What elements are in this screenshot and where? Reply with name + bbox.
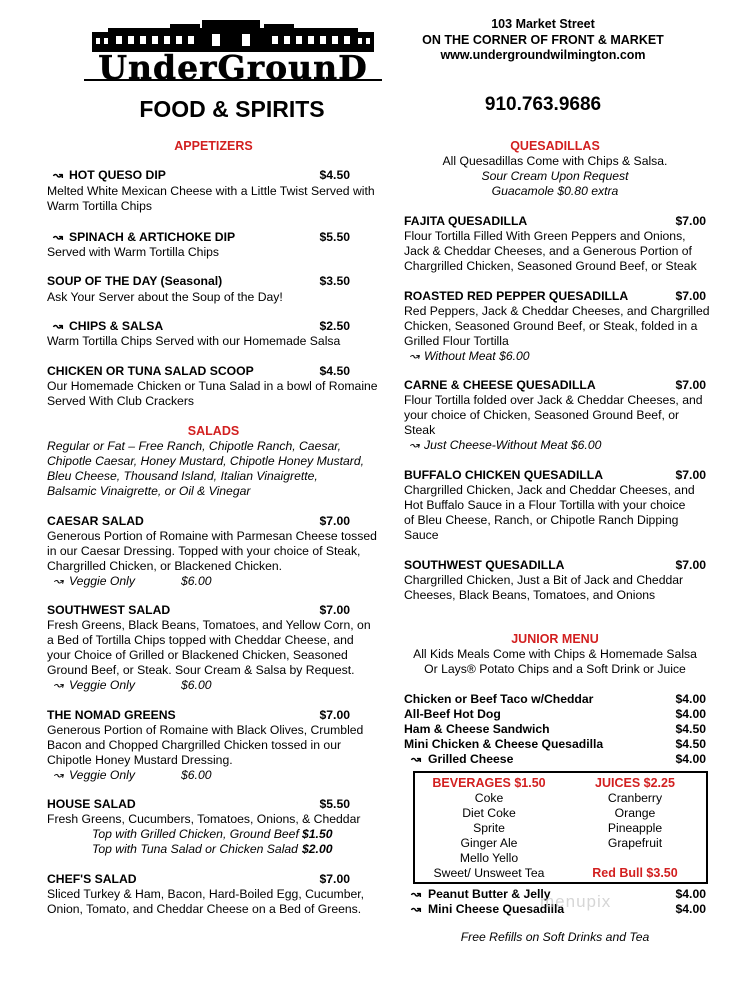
menu-item-desc: Warm Tortilla Chips — [47, 199, 152, 213]
dressing-line: Chipotle Caesar, Honey Mustard, Chipotle Honey Mustard, — [47, 454, 365, 468]
restaurant-logo — [82, 18, 384, 82]
menu-item-price: $7.00 — [319, 603, 350, 617]
menu-item-desc: Ground Beef, or Steak. Sour Cream & Salsa by Request. — [47, 663, 355, 677]
menu-item-desc: Onion, Tomato, and Cheddar Cheese on a Bed of Greens. — [47, 902, 362, 916]
menu-item-desc: Served With Club Crackers — [47, 394, 194, 408]
menu-item-desc: Red Peppers, Jack & Cheddar Cheeses, and Chargrilled — [404, 304, 710, 318]
menu-item-price: $7.00 — [319, 514, 350, 528]
menu-item-price: $4.00 — [675, 692, 706, 706]
menu-item-name: SOUTHWEST SALAD — [47, 603, 171, 617]
beverage-item: Sweet/ Unsweet Tea — [433, 866, 545, 880]
menu-item-desc: Ask Your Server about the Soup of the Day! — [47, 290, 283, 304]
appetizers-heading: APPETIZERS — [174, 139, 253, 153]
addon-option: Top with Tuna Salad or Chicken Salad — [92, 842, 298, 856]
bullet-icon: ↝ — [52, 574, 64, 588]
beverage-list — [419, 791, 559, 881]
bullet-icon: ↝ — [410, 752, 422, 766]
menu-item-desc: Jack & Cheddar Cheeses, and a Generous Portion of — [404, 244, 692, 258]
menu-item-name: CHICKEN OR TUNA SALAD SCOOP — [47, 364, 254, 378]
beverage-item: Ginger Ale — [460, 836, 518, 850]
red-bull-price: Red Bull $3.50 — [592, 866, 678, 880]
quesadillas-intro: All Quesadillas Come with Chips & Salsa. — [442, 154, 668, 168]
menu-item-price: $4.50 — [319, 168, 350, 182]
menu-item-desc: Steak — [404, 423, 436, 437]
menu-item-desc: Flour Tortilla folded over Jack & Cheddar Cheeses, and — [404, 393, 703, 407]
quesadillas-intro: Sour Cream Upon Request — [481, 169, 629, 183]
menu-item-name: ↝ HOT QUESO DIP — [47, 168, 166, 183]
menu-item-price: $7.00 — [675, 214, 706, 228]
bullet-icon: ↝ — [408, 349, 420, 363]
menu-item-desc: Bacon and Chopped Chargrilled Chicken tossed in our — [47, 738, 342, 752]
veggie-price: $6.00 — [181, 574, 212, 588]
veggie-option: ↝ Veggie Only — [47, 678, 135, 693]
juice-item: Pineapple — [607, 821, 663, 835]
veggie-price: $6.00 — [181, 678, 212, 692]
free-refills-note: Free Refills on Soft Drinks and Tea — [460, 930, 650, 944]
menu-item-desc: Generous Portion of Romaine with Black Olives, Crumbled — [47, 723, 364, 737]
building-skyline-icon — [82, 18, 384, 82]
drinks-box — [413, 771, 708, 884]
veggie-price: $6.00 — [181, 768, 212, 782]
juice-list — [565, 791, 705, 851]
food-spirits-subtitle: FOOD & SPIRITS — [139, 96, 325, 122]
menu-item-price: $5.50 — [319, 797, 350, 811]
junior-menu-heading: JUNIOR MENU — [511, 632, 599, 646]
address-block — [393, 17, 693, 64]
menu-item-name: THE NOMAD GREENS — [47, 708, 176, 722]
beverage-item: Diet Coke — [462, 806, 516, 820]
menu-item-price: $4.50 — [675, 722, 706, 736]
menu-item-name: Chicken or Beef Taco w/Cheddar — [404, 692, 594, 706]
menu-item-desc: a Bed of Tortilla Chips topped with Cheddar Cheese, and — [47, 633, 354, 647]
addon-price: $1.50 — [302, 827, 333, 841]
veggie-option: ↝ Veggie Only — [47, 574, 135, 589]
menu-item-name: SOUP OF THE DAY (Seasonal) — [47, 274, 223, 288]
beverage-item: Coke — [474, 791, 504, 805]
menu-item-name: HOUSE SALAD — [47, 797, 136, 811]
menu-item-price: $7.00 — [675, 468, 706, 482]
menu-item-desc: Chargrilled Chicken, or Blackened Chicken. — [47, 559, 283, 573]
menu-item-name: SOUTHWEST QUESADILLA — [404, 558, 565, 572]
bullet-icon: ↝ — [52, 319, 64, 333]
menu-item-price: $7.00 — [319, 708, 350, 722]
juices-heading: JUICES $2.25 — [595, 776, 675, 790]
menu-item-price: $7.00 — [675, 378, 706, 392]
menu-item-name: BUFFALO CHICKEN QUESADILLA — [404, 468, 604, 482]
menu-item-desc: Chargrilled Chicken, Jack and Cheddar Cheeses, and — [404, 483, 695, 497]
menu-item-desc: Cheeses, Black Beans, Tomatoes, and Onions — [404, 588, 656, 602]
menu-item-price: $4.50 — [675, 737, 706, 751]
bullet-icon: ↝ — [52, 168, 64, 182]
veggie-option: ↝ Veggie Only — [47, 768, 135, 783]
menu-item-name: ↝ Grilled Cheese — [404, 752, 513, 767]
bullet-icon: ↝ — [410, 887, 422, 901]
menu-item-name: ↝ Mini Cheese Quesadilla — [404, 902, 564, 917]
menu-item-desc: Flour Tortilla Filled With Green Peppers and Onions, — [404, 229, 686, 243]
menu-item-desc: Generous Portion of Romaine with Parmesan Cheese tossed — [47, 529, 377, 543]
menu-item-name: ↝ SPINACH & ARTICHOKE DIP — [47, 230, 235, 245]
menu-item-price: $4.00 — [675, 707, 706, 721]
menu-item-desc: Fresh Greens, Cucumbers, Tomatoes, Onions, & Cheddar — [47, 812, 361, 826]
menu-item-name: ↝ CHIPS & SALSA — [47, 319, 163, 334]
menu-item-name: FAJITA QUESADILLA — [404, 214, 528, 228]
menu-item-name: All-Beef Hot Dog — [404, 707, 501, 721]
menu-item-desc: Fresh Greens, Black Beans, Tomatoes, and Yellow Corn, on — [47, 618, 371, 632]
menu-item-desc: Chipotle Honey Mustard Dressing. — [47, 753, 233, 767]
menu-item-price: $4.00 — [675, 887, 706, 901]
quesadillas-intro: Guacamole $0.80 extra — [491, 184, 619, 198]
menu-item-desc: Warm Tortilla Chips Served with our Homemade Salsa — [47, 334, 341, 348]
menu-item-desc: Melted White Mexican Cheese with a Little Twist Served with — [47, 184, 375, 198]
menu-item-desc: of Bleu Cheese, Ranch, or Chipotle Ranch Dipping — [404, 513, 679, 527]
menu-item-desc: Grilled Flour Tortilla — [404, 334, 509, 348]
price-note: ↝ Without Meat $6.00 — [404, 349, 530, 364]
menu-item-desc: your Choice of Grilled or Blackened Chicken, Seasoned — [47, 648, 348, 662]
dressing-line: Balsamic Vinaigrette, or Oil & Vinegar — [47, 484, 251, 498]
menu-item-name: CAESAR SALAD — [47, 514, 144, 528]
junior-intro: All Kids Meals Come with Chips & Homemade Salsa — [413, 647, 697, 661]
menu-item-price: $7.00 — [675, 558, 706, 572]
dressing-line: Regular or Fat – Free Ranch, Chipotle Ranch, Caesar, — [47, 439, 341, 453]
addon-price: $2.00 — [302, 842, 333, 856]
menu-item-desc: Served with Warm Tortilla Chips — [47, 245, 220, 259]
juice-item: Orange — [614, 806, 656, 820]
menu-item-name: Mini Chicken & Cheese Quesadilla — [404, 737, 604, 751]
menu-item-price: $2.50 — [319, 319, 350, 333]
price-note: ↝ Just Cheese-Without Meat $6.00 — [404, 438, 601, 453]
bullet-icon: ↝ — [408, 438, 420, 452]
menu-item-price: $4.50 — [319, 364, 350, 378]
menu-item-name: Ham & Cheese Sandwich — [404, 722, 550, 736]
address-line-2: ON THE CORNER OF FRONT & MARKET — [422, 32, 664, 47]
menu-item-price: $4.00 — [675, 902, 706, 916]
menu-item-desc: Sauce — [404, 528, 439, 542]
salads-heading: SALADS — [187, 424, 240, 438]
bullet-icon: ↝ — [410, 902, 422, 916]
bullet-icon: ↝ — [52, 678, 64, 692]
menu-item-price: $3.50 — [319, 274, 350, 288]
beverages-heading: BEVERAGES $1.50 — [432, 776, 546, 790]
menu-item-price: $7.00 — [675, 289, 706, 303]
menu-item-desc: Our Homemade Chicken or Tuna Salad in a bowl of Romaine — [47, 379, 378, 393]
logo-text: UnderGrounD — [98, 48, 368, 82]
menu-item-name: CARNE & CHEESE QUESADILLA — [404, 378, 596, 392]
menu-item-desc: Sliced Turkey & Ham, Bacon, Hard-Boiled Egg, Cucumber, — [47, 887, 365, 901]
menu-item-price: $7.00 — [319, 872, 350, 886]
menu-item-price: $4.00 — [675, 752, 706, 766]
menu-item-desc: Chargrilled Chicken, Seasoned Ground Beef, or Steak — [404, 259, 697, 273]
dressing-line: Bleu Cheese, Thousand Island, Italian Vinaigrette, — [47, 469, 318, 483]
addon-option: Top with Grilled Chicken, Ground Beef — [92, 827, 299, 841]
watermark: menupix — [540, 892, 612, 911]
beverage-item: Mello Yello — [459, 851, 519, 865]
quesadillas-heading: QUESADILLAS — [510, 139, 600, 153]
menu-item-desc: in our Caesar Dressing. Topped with your choice of Steak, — [47, 544, 361, 558]
juice-item: Grapefruit — [607, 836, 663, 850]
menu-item-price: $5.50 — [319, 230, 350, 244]
menu-item-desc: Hot Buffalo Sauce in a Flour Tortilla with your choice — [404, 498, 686, 512]
menu-item-desc: Chicken, Seasoned Ground Beef, or Steak, folded in a — [404, 319, 698, 333]
phone-number: 910.763.9686 — [484, 94, 602, 115]
address-line-1: 103 Market Street — [491, 17, 595, 31]
menu-item-name: ROASTED RED PEPPER QUESADILLA — [404, 289, 629, 303]
menu-item-desc: Chargrilled Chicken, Just a Bit of Jack and Cheddar — [404, 573, 684, 587]
junior-intro: Or Lays® Potato Chips and a Soft Drink or Juice — [424, 662, 686, 676]
bullet-icon: ↝ — [52, 768, 64, 782]
menu-item-desc: your choice of Chicken, Seasoned Ground Beef, or — [404, 408, 680, 422]
menu-item-name: CHEF'S SALAD — [47, 872, 137, 886]
website-link[interactable]: www.undergroundwilmington.com — [440, 48, 646, 62]
beverage-item: Sprite — [473, 821, 505, 835]
bullet-icon: ↝ — [52, 230, 64, 244]
menu-item-name: ↝ Peanut Butter & Jelly — [404, 887, 551, 902]
juice-item: Cranberry — [607, 791, 663, 805]
